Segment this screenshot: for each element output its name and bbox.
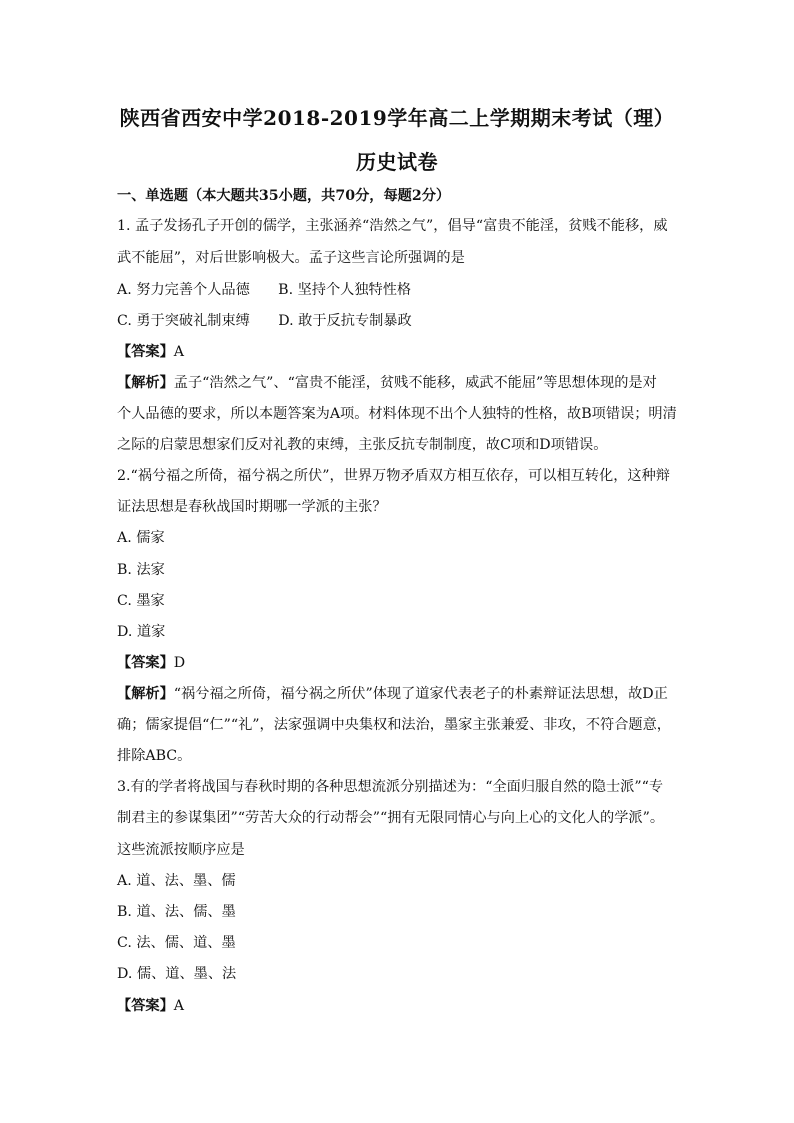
q3-answer xyxy=(117,996,184,1016)
section-heading: 一、单选题（本大题共35小题，共70分，每题2分） xyxy=(117,188,451,204)
q3-stem-line2: 制君主的参谋集团”“劳苦大众的行动帮会”“拥有无限同情心与向上心的文化人的学派”。 xyxy=(117,810,665,826)
q3-option-c: C. 法、儒、道、墨 xyxy=(117,935,236,951)
q3-answer-value: A xyxy=(173,998,185,1014)
q2-analysis-line2: 确；儒家提倡“仁”“礼”，法家强调中央集权和法治，墨家主张兼爱、非攻，不符合题意， xyxy=(117,717,671,733)
q1-stem-line2: 武不能屈”，对后世影响极大。孟子这些言论所强调的是 xyxy=(117,250,465,266)
exam-title-line2: 历史试卷 xyxy=(356,150,438,174)
q2-option-d: D. 道家 xyxy=(117,624,166,640)
q2-analysis-text1: “祸兮福之所倚，福兮祸之所伏”体现了道家代表老子的朴素辩证法思想，故D正 xyxy=(173,686,668,702)
q1-analysis-line1 xyxy=(117,373,657,393)
q3-option-a: A. 道、法、墨、儒 xyxy=(117,873,236,889)
q3-stem-line3: 这些流派按顺序应是 xyxy=(117,842,245,858)
q3-option-b: B. 道、法、儒、墨 xyxy=(117,904,236,920)
q2-answer-value: D xyxy=(173,655,186,671)
q2-stem-line1: 2.“祸兮福之所倚，福兮祸之所伏”，世界万物矛盾双方相互依存，可以相互转化，这种辩 xyxy=(117,468,670,484)
analysis-label: 【解析】 xyxy=(117,686,174,702)
q1-analysis-text1: 孟子“浩然之气”、“富贵不能淫，贫贱不能移，威武不能屈”等思想体现的是对 xyxy=(173,375,657,391)
exam-title-line1: 陕西省西安中学2018-2019学年高二上学期期末考试（理） xyxy=(119,106,675,130)
q2-stem-line2: 证法思想是春秋战国时期哪一学派的主张？ xyxy=(117,499,387,515)
q1-answer xyxy=(117,342,184,362)
answer-label: 【答案】 xyxy=(117,998,174,1014)
q3-option-d: D. 儒、道、墨、法 xyxy=(117,966,237,982)
q1-stem-line1: 1. 孟子发扬孔子开创的儒学，主张涵养“浩然之气”，倡导“富贵不能淫，贫贱不能移，威 xyxy=(117,218,668,234)
q2-answer xyxy=(117,653,185,673)
q2-option-a: A. 儒家 xyxy=(117,530,165,546)
analysis-label: 【解析】 xyxy=(117,375,174,391)
q1-options-line1: A. 努力完善个人品德 B. 坚持个人独特性格 xyxy=(117,282,412,298)
q1-options-line2: C. 勇于突破礼制束缚 D. 敢于反抗专制暴政 xyxy=(117,313,412,329)
q2-option-c: C. 墨家 xyxy=(117,593,165,609)
q1-answer-value: A xyxy=(173,344,185,360)
q3-stem-line1: 3.有的学者将战国与春秋时期的各种思想流派分别描述为：“全面归服自然的隐士派”“专 xyxy=(117,779,664,795)
answer-label: 【答案】 xyxy=(117,344,174,360)
q2-analysis-line3: 排除ABC。 xyxy=(117,748,192,764)
answer-label: 【答案】 xyxy=(117,655,174,671)
q1-analysis-line2: 个人品德的要求，所以本题答案为A项。材料体现不出个人独特的性格，故B项错误；明清 xyxy=(117,406,677,422)
q2-analysis-line1 xyxy=(117,684,668,704)
q1-analysis-line3: 之际的启蒙思想家们反对礼教的束缚，主张反抗专制制度，故C项和D项错误。 xyxy=(117,437,608,453)
q2-option-b: B. 法家 xyxy=(117,562,165,578)
